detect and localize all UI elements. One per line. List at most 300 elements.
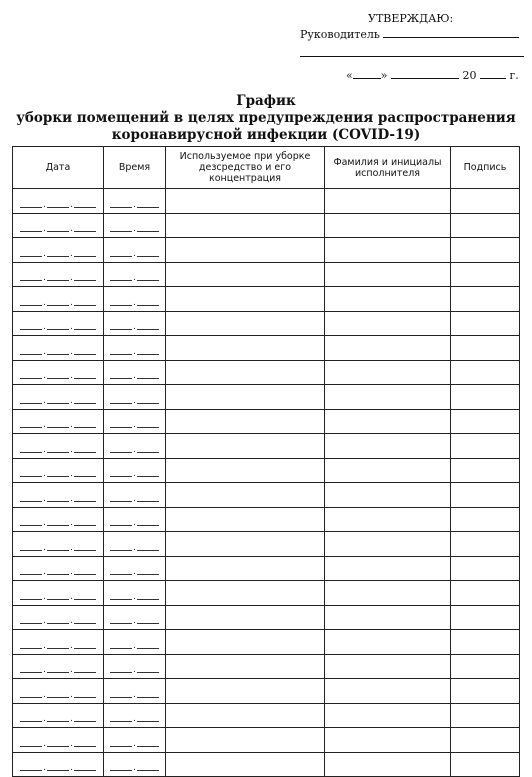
executor-cell[interactable] [325, 434, 451, 459]
fill-in-line [74, 745, 96, 747]
time-cell[interactable] [104, 703, 166, 728]
time-cell[interactable] [104, 752, 166, 777]
disinfectant-cell[interactable] [166, 458, 325, 483]
signature-cell[interactable] [451, 385, 520, 410]
disinfectant-cell[interactable] [166, 238, 325, 263]
time-cell[interactable] [104, 409, 166, 434]
approval-date-row [346, 69, 519, 82]
separator-dot: . [70, 224, 73, 234]
fill-in-line [137, 426, 159, 428]
fill-in-line [47, 671, 69, 673]
fill-in-line [47, 279, 69, 281]
fill-in-line [74, 451, 96, 453]
disinfectant-cell[interactable] [166, 287, 325, 312]
disinfectant-cell[interactable] [166, 556, 325, 581]
time-cell[interactable] [104, 679, 166, 704]
separator-dot: . [43, 714, 46, 724]
table-row [13, 458, 520, 483]
disinfectant-cell[interactable] [166, 213, 325, 238]
fill-in-line [137, 647, 159, 649]
signature-cell[interactable] [451, 409, 520, 434]
date-cell[interactable] [13, 703, 104, 728]
fill-in-line [20, 622, 42, 624]
fill-in-line [110, 451, 132, 453]
signature-cell[interactable] [451, 262, 520, 287]
time-cell[interactable] [104, 311, 166, 336]
separator-dot: . [43, 224, 46, 234]
fill-in-line [47, 353, 69, 355]
fill-in-line [110, 671, 132, 673]
separator-dot: . [133, 420, 136, 430]
separator-dot: . [43, 248, 46, 259]
table-row [13, 654, 520, 679]
fill-in-line [137, 255, 159, 257]
signature-cell[interactable] [451, 532, 520, 557]
signature-cell[interactable] [451, 630, 520, 655]
executor-cell[interactable] [325, 556, 451, 581]
fill-in-line [110, 647, 132, 649]
fill-in-line [137, 451, 159, 453]
fill-in-line [137, 353, 159, 355]
separator-dot: . [133, 469, 136, 479]
fill-in-line [20, 524, 42, 526]
table-row [13, 385, 520, 410]
disinfectant-cell[interactable] [166, 581, 325, 606]
executor-cell[interactable] [325, 238, 451, 263]
signature-cell[interactable] [451, 728, 520, 753]
month-line [391, 69, 459, 79]
signature-cell[interactable] [451, 752, 520, 777]
time-cell[interactable] [104, 728, 166, 753]
time-cell[interactable] [104, 213, 166, 238]
fill-in-line [47, 426, 69, 428]
fill-in-line [74, 622, 96, 624]
header-time: Время [104, 147, 166, 189]
head-label: Руководитель [300, 28, 380, 41]
time-cell[interactable] [104, 483, 166, 508]
date-cell[interactable] [13, 483, 104, 508]
fill-in-line [110, 769, 132, 771]
fill-in-line [74, 377, 96, 379]
date-cell[interactable] [13, 262, 104, 287]
signature-cell[interactable] [451, 483, 520, 508]
fill-in-line [137, 279, 159, 281]
executor-cell[interactable] [325, 728, 451, 753]
executor-cell[interactable] [325, 703, 451, 728]
fill-in-line [20, 402, 42, 404]
signature-cell[interactable] [451, 581, 520, 606]
fill-in-line [47, 475, 69, 477]
date-cell[interactable] [13, 385, 104, 410]
disinfectant-cell[interactable] [166, 360, 325, 385]
fill-in-line [47, 230, 69, 232]
time-cell[interactable] [104, 605, 166, 630]
time-cell[interactable] [104, 336, 166, 361]
fill-in-line [137, 500, 159, 502]
separator-dot: . [43, 567, 46, 577]
fill-in-line [74, 328, 96, 330]
table-row [13, 483, 520, 508]
fill-in-line [110, 745, 132, 747]
disinfectant-cell[interactable] [166, 728, 325, 753]
signature-cell[interactable] [451, 311, 520, 336]
separator-dot: . [70, 199, 73, 210]
signature-cell[interactable] [451, 336, 520, 361]
table-row [13, 238, 520, 263]
fill-in-line [110, 573, 132, 575]
time-cell[interactable] [104, 360, 166, 385]
fill-in-line [74, 647, 96, 649]
signature-cell[interactable] [451, 360, 520, 385]
executor-cell[interactable] [325, 458, 451, 483]
disinfectant-cell[interactable] [166, 385, 325, 410]
fill-in-line [137, 696, 159, 698]
executor-cell[interactable] [325, 654, 451, 679]
fill-in-line [74, 279, 96, 281]
signature-cell[interactable] [451, 287, 520, 312]
separator-dot: . [43, 395, 46, 406]
separator-dot: . [70, 689, 73, 700]
executor-cell[interactable] [325, 409, 451, 434]
fill-in-line [20, 451, 42, 453]
fill-in-line [74, 426, 96, 428]
time-cell[interactable] [104, 458, 166, 483]
separator-dot: . [133, 273, 136, 283]
time-cell[interactable] [104, 287, 166, 312]
table-row [13, 581, 520, 606]
date-cell[interactable] [13, 752, 104, 777]
fill-in-line [20, 769, 42, 771]
signature-cell[interactable] [451, 213, 520, 238]
separator-dot: . [43, 763, 46, 773]
table-row [13, 336, 520, 361]
fill-in-line [74, 500, 96, 502]
time-cell[interactable] [104, 581, 166, 606]
executor-cell[interactable] [325, 189, 451, 214]
separator-dot: . [133, 591, 136, 602]
approval-title: УТВЕРЖДАЮ: [368, 12, 454, 25]
executor-cell[interactable] [325, 752, 451, 777]
fill-in-line [47, 451, 69, 453]
separator-dot: . [43, 371, 46, 381]
separator-dot: . [133, 493, 136, 504]
executor-cell[interactable] [325, 385, 451, 410]
fill-in-line [20, 377, 42, 379]
table-row [13, 679, 520, 704]
table-header-row [13, 147, 520, 189]
separator-dot: . [70, 444, 73, 455]
time-cell[interactable] [104, 654, 166, 679]
separator-dot: . [133, 542, 136, 553]
fill-in-line [47, 598, 69, 600]
disinfectant-cell[interactable] [166, 409, 325, 434]
heading-line-2: уборки помещений в целях предупреждения распространения [16, 110, 516, 126]
separator-dot: . [70, 591, 73, 602]
separator-dot: . [70, 763, 73, 773]
fill-in-line [20, 549, 42, 551]
fill-in-line [47, 745, 69, 747]
separator-dot: . [70, 469, 73, 479]
executor-cell[interactable] [325, 532, 451, 557]
fill-in-line [137, 524, 159, 526]
fill-in-line [74, 304, 96, 306]
separator-dot: . [70, 542, 73, 553]
fill-in-line [110, 598, 132, 600]
fill-in-line [20, 255, 42, 257]
fill-in-line [137, 230, 159, 232]
heading-line-1: График [236, 93, 296, 109]
separator-dot: . [43, 616, 46, 626]
fill-in-line [20, 720, 42, 722]
date-cell[interactable] [13, 679, 104, 704]
year-suffix: г. [509, 69, 519, 82]
separator-dot: . [70, 420, 73, 430]
fill-in-line [47, 573, 69, 575]
executor-cell[interactable] [325, 507, 451, 532]
date-cell[interactable] [13, 287, 104, 312]
fill-in-line [47, 696, 69, 698]
executor-cell[interactable] [325, 581, 451, 606]
time-cell[interactable] [104, 262, 166, 287]
signature-cell[interactable] [451, 605, 520, 630]
signature-cell[interactable] [451, 507, 520, 532]
fill-in-line [110, 622, 132, 624]
separator-dot: . [43, 689, 46, 700]
fill-in-line [20, 304, 42, 306]
fill-in-line [20, 328, 42, 330]
date-cell[interactable] [13, 409, 104, 434]
header-disinfectant: Используемое при уборке дезсредство и его концентрация [166, 147, 325, 189]
executor-cell[interactable] [325, 336, 451, 361]
fill-in-line [110, 720, 132, 722]
separator-dot: . [43, 444, 46, 455]
table-row [13, 630, 520, 655]
separator-dot: . [43, 322, 46, 332]
heading-line-3: коронавирусной инфекции (COVID-19) [111, 127, 421, 143]
time-cell[interactable] [104, 189, 166, 214]
time-cell[interactable] [104, 434, 166, 459]
executor-cell[interactable] [325, 213, 451, 238]
table-body [13, 189, 520, 777]
fill-in-line [110, 255, 132, 257]
disinfectant-cell[interactable] [166, 336, 325, 361]
fill-in-line [137, 769, 159, 771]
fill-in-line [137, 622, 159, 624]
table-row [13, 189, 520, 214]
separator-dot: . [43, 273, 46, 283]
separator-dot: . [133, 199, 136, 210]
disinfectant-cell[interactable] [166, 262, 325, 287]
signature-cell[interactable] [451, 458, 520, 483]
disinfectant-cell[interactable] [166, 752, 325, 777]
time-cell[interactable] [104, 385, 166, 410]
year-line [480, 69, 506, 79]
executor-cell[interactable] [325, 360, 451, 385]
separator-dot: . [133, 567, 136, 577]
signature-cell[interactable] [451, 654, 520, 679]
fill-in-line [74, 475, 96, 477]
separator-dot: . [70, 518, 73, 528]
fill-in-line [110, 696, 132, 698]
fill-in-line [20, 206, 42, 208]
disinfectant-cell[interactable] [166, 703, 325, 728]
fill-in-line [74, 230, 96, 232]
fill-in-line [47, 500, 69, 502]
separator-dot: . [70, 346, 73, 357]
cleaning-schedule-table [12, 146, 520, 777]
fill-in-line [137, 304, 159, 306]
date-cell[interactable] [13, 507, 104, 532]
fill-in-line [74, 573, 96, 575]
table-row [13, 311, 520, 336]
disinfectant-cell[interactable] [166, 189, 325, 214]
disinfectant-cell[interactable] [166, 532, 325, 557]
executor-cell[interactable] [325, 630, 451, 655]
signature-cell[interactable] [451, 189, 520, 214]
separator-dot: . [43, 420, 46, 430]
time-cell[interactable] [104, 556, 166, 581]
fill-in-line [137, 573, 159, 575]
date-cell[interactable] [13, 336, 104, 361]
head-signature-row [300, 28, 519, 41]
executor-cell[interactable] [325, 311, 451, 336]
date-cell[interactable] [13, 605, 104, 630]
disinfectant-cell[interactable] [166, 483, 325, 508]
signature-cell[interactable] [451, 679, 520, 704]
quote-open: « [346, 69, 353, 82]
fill-in-line [74, 402, 96, 404]
table-row [13, 703, 520, 728]
separator-dot: . [133, 738, 136, 749]
date-cell[interactable] [13, 654, 104, 679]
separator-dot: . [43, 346, 46, 357]
time-cell[interactable] [104, 630, 166, 655]
executor-cell[interactable] [325, 483, 451, 508]
table-row [13, 532, 520, 557]
date-cell[interactable] [13, 238, 104, 263]
fill-in-line [137, 598, 159, 600]
fill-in-line [137, 671, 159, 673]
time-cell[interactable] [104, 238, 166, 263]
executor-cell[interactable] [325, 262, 451, 287]
date-cell[interactable] [13, 360, 104, 385]
fill-in-line [20, 426, 42, 428]
time-cell[interactable] [104, 532, 166, 557]
fill-in-line [110, 475, 132, 477]
separator-dot: . [70, 616, 73, 626]
table-row [13, 605, 520, 630]
fill-in-line [110, 549, 132, 551]
fill-in-line [20, 353, 42, 355]
fill-in-line [20, 745, 42, 747]
date-cell[interactable] [13, 213, 104, 238]
table-row [13, 752, 520, 777]
signature-cell[interactable] [451, 238, 520, 263]
table-row [13, 287, 520, 312]
fill-in-line [47, 769, 69, 771]
fill-in-line [137, 720, 159, 722]
document-heading [0, 93, 532, 144]
fill-in-line [47, 622, 69, 624]
fill-in-line [137, 745, 159, 747]
date-cell[interactable] [13, 581, 104, 606]
date-cell[interactable] [13, 728, 104, 753]
separator-dot: . [133, 444, 136, 455]
date-cell[interactable] [13, 630, 104, 655]
fill-in-line [110, 500, 132, 502]
separator-dot: . [43, 591, 46, 602]
fill-in-line [47, 720, 69, 722]
separator-dot: . [70, 322, 73, 332]
separator-dot: . [133, 640, 136, 651]
fill-in-line [74, 720, 96, 722]
fill-in-line [47, 304, 69, 306]
day-line [353, 69, 381, 79]
signature-cell[interactable] [451, 434, 520, 459]
disinfectant-cell[interactable] [166, 605, 325, 630]
fill-in-line [47, 206, 69, 208]
signature-cell[interactable] [451, 556, 520, 581]
fill-in-line [110, 328, 132, 330]
executor-cell[interactable] [325, 287, 451, 312]
date-cell[interactable] [13, 556, 104, 581]
disinfectant-cell[interactable] [166, 507, 325, 532]
fill-in-line [137, 377, 159, 379]
separator-dot: . [133, 224, 136, 234]
separator-dot: . [70, 567, 73, 577]
separator-dot: . [133, 371, 136, 381]
date-cell[interactable] [13, 189, 104, 214]
executor-cell[interactable] [325, 679, 451, 704]
separator-dot: . [133, 248, 136, 259]
fill-in-line [110, 279, 132, 281]
fill-in-line [47, 328, 69, 330]
separator-dot: . [133, 297, 136, 308]
fill-in-line [20, 671, 42, 673]
fill-in-line [74, 524, 96, 526]
date-cell[interactable] [13, 434, 104, 459]
header-executor: Фамилия и инициалы исполнителя [325, 147, 451, 189]
date-cell[interactable] [13, 458, 104, 483]
executor-cell[interactable] [325, 605, 451, 630]
disinfectant-cell[interactable] [166, 630, 325, 655]
quote-close: » [380, 69, 388, 82]
date-cell[interactable] [13, 532, 104, 557]
disinfectant-cell[interactable] [166, 434, 325, 459]
date-cell[interactable] [13, 311, 104, 336]
fill-in-line [47, 377, 69, 379]
fill-in-line [20, 598, 42, 600]
table-row [13, 556, 520, 581]
separator-dot: . [70, 297, 73, 308]
separator-dot: . [70, 493, 73, 504]
fill-in-line [110, 377, 132, 379]
time-cell[interactable] [104, 507, 166, 532]
fill-in-line [110, 426, 132, 428]
fill-in-line [137, 475, 159, 477]
signature-cell[interactable] [451, 703, 520, 728]
fill-in-line [74, 696, 96, 698]
fill-in-line [137, 549, 159, 551]
disinfectant-cell[interactable] [166, 679, 325, 704]
separator-dot: . [43, 542, 46, 553]
disinfectant-cell[interactable] [166, 311, 325, 336]
separator-dot: . [70, 665, 73, 675]
disinfectant-cell[interactable] [166, 654, 325, 679]
separator-dot: . [70, 371, 73, 381]
separator-dot: . [133, 518, 136, 528]
separator-dot: . [70, 738, 73, 749]
